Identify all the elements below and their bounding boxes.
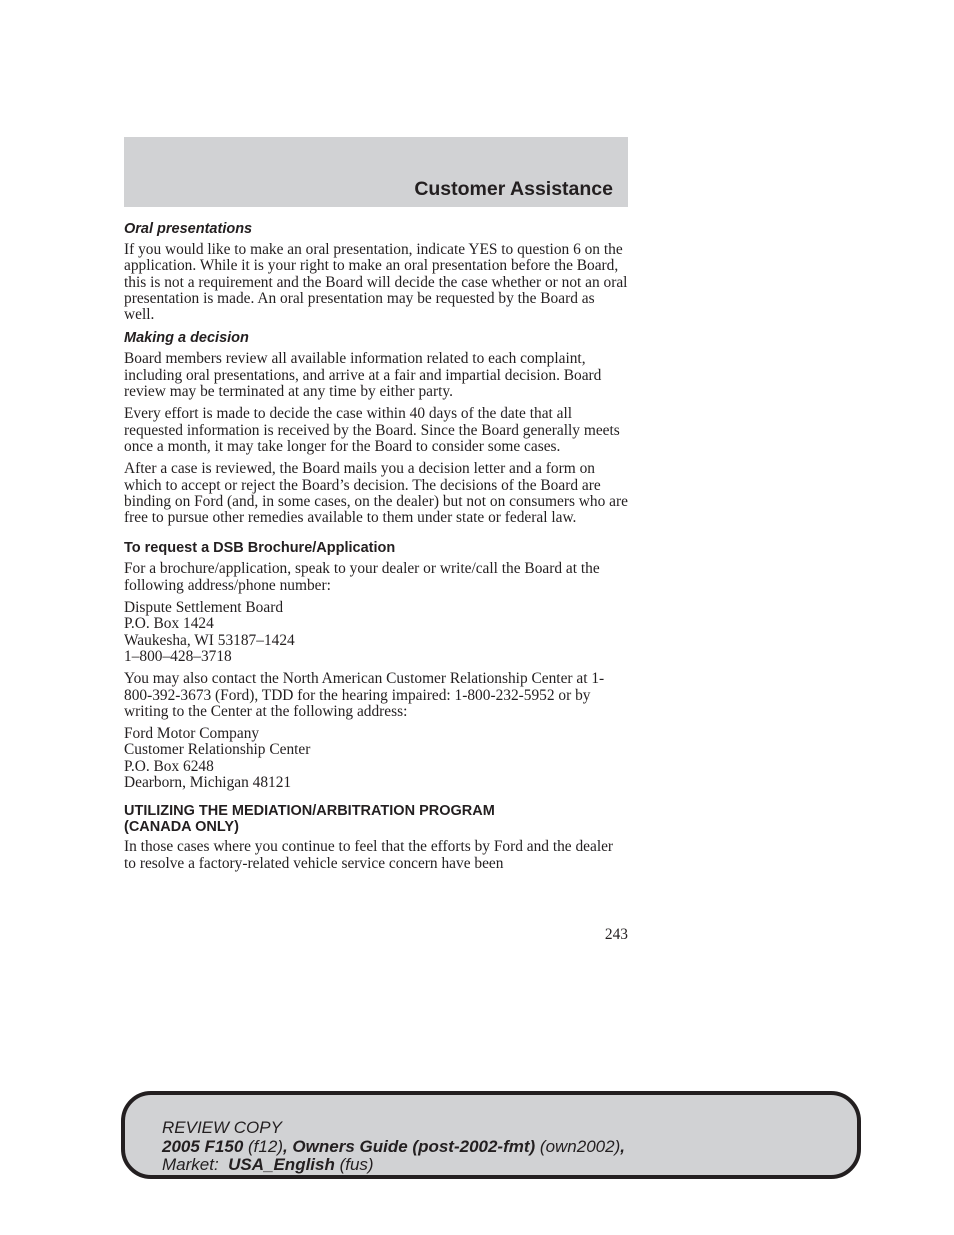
heading-canada-program: UTILIZING THE MEDIATION/ARBITRATION PROGRAM (CANADA ONLY) (124, 803, 495, 836)
paragraph-decision-3: After a case is reviewed, the Board mails you a decision letter and a form on which to accept or reject the Board’s decision. The decisions of the Board are binding on Ford (and, in some cases, on the dealer) but not on consumers who are free to pursue other remedies available to them under state or federal law. (124, 460, 628, 527)
address-line: P.O. Box 6248 (124, 757, 214, 775)
address-ford (124, 726, 628, 791)
address-line: Ford Motor Company (124, 725, 260, 743)
paragraph-dsb-2: You may also contact the North American Customer Relationship Center at 1-800-392-3673 (Ford), TDD for the hearing impaired: 1-800-232-5952 or by writing to the Center at the following address: (124, 670, 605, 720)
footer-review-copy: REVIEW COPY (162, 1118, 282, 1137)
footer-line-2: 2005 F150 (f12), Owners Guide (post-2002-fmt) (own2002), (162, 1136, 625, 1156)
page-title: Customer Assistance (414, 178, 613, 200)
header-bar (124, 137, 628, 207)
review-copy-footer (121, 1091, 861, 1179)
paragraph-decision-2: Every effort is made to decide the case within 40 days of the date that all requested information is received by the Board. Since the Board generally meets once a month, it may take longer for the Board to consider some cases. (124, 405, 620, 455)
heading-oral-presentations: Oral presentations (124, 221, 253, 237)
address-line: Dearborn, Michigan 48121 (124, 774, 292, 792)
page-number: 243 (604, 926, 628, 943)
address-line: P.O. Box 1424 (124, 615, 214, 633)
paragraph-decision-1: Board members review all available information related to each complaint, including oral presentations, and arrive at a fair and impartial decision. Board review may be terminated at any time by either party. (124, 350, 602, 401)
paragraph-oral-presentations: If you would like to make an oral presentation, indicate YES to question 6 on the application. While it is your right to make an oral presentation before the Board, this is not a requirement and the Board will decide the case whether or not an oral presentation is made. An oral presentation may be requested by the Board as well. (124, 241, 628, 324)
address-line: Dispute Settlement Board (124, 599, 284, 617)
heading-making-a-decision: Making a decision (124, 330, 249, 347)
footer-text (162, 1119, 625, 1175)
address-dispute-board (124, 600, 628, 665)
paragraph-canada: In those cases where you continue to feel that the efforts by Ford and the dealer to resolve a factory-related vehicle service concern have been (124, 838, 614, 872)
address-line: Waukesha, WI 53187–1424 (124, 631, 295, 649)
footer-line-3: Market: USA_English (fus) (162, 1155, 374, 1174)
address-line: Customer Relationship Center (124, 741, 311, 759)
paragraph-dsb-1: For a brochure/application, speak to your dealer or write/call the Board at the following address/phone number: (124, 560, 600, 594)
page-content (124, 220, 628, 878)
address-line: 1–800–428–3718 (124, 647, 232, 665)
heading-dsb-brochure: To request a DSB Brochure/Application (124, 540, 396, 557)
